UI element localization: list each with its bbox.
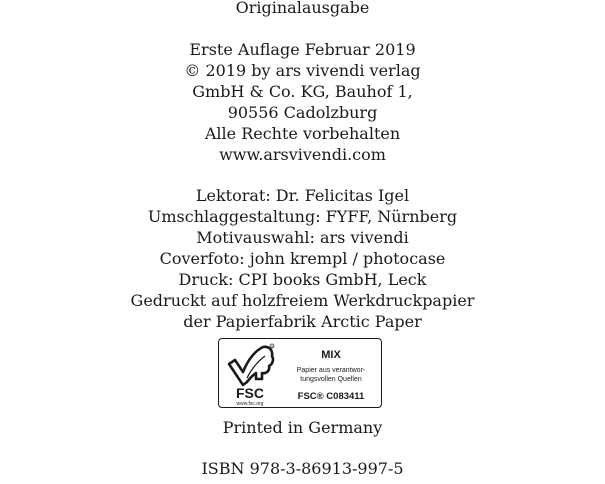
credit-printer: Druck: CPI books GmbH, Leck — [178, 270, 427, 289]
fsc-logo-url: www.fsc.org — [236, 401, 264, 406]
credit-editor: Lektorat: Dr. Felicitas Igel — [195, 186, 410, 205]
fsc-description-line2: tungsvollen Quellen — [300, 376, 362, 383]
fsc-label — [218, 338, 382, 408]
fsc-tree-logo-icon — [223, 342, 277, 406]
publisher-line-copyright: © 2019 by ars vivendi verlag — [184, 61, 421, 80]
publisher-website: www.arsvivendi.com — [219, 145, 386, 164]
fsc-description — [281, 366, 381, 384]
credit-motif-selection: Motivauswahl: ars vivendi — [196, 228, 409, 247]
printed-in: Printed in Germany — [222, 418, 383, 437]
isbn: ISBN 978-3-86913-997-5 — [201, 459, 404, 478]
credit-cover-design: Umschlaggestaltung: FYFF, Nürnberg — [147, 207, 458, 226]
fsc-description-line1: Papier aus verantwor- — [296, 367, 366, 374]
fsc-logo-text: FSC — [236, 385, 264, 401]
fsc-category: MIX — [321, 349, 341, 361]
fsc-license-code: FSC® C083411 — [297, 391, 365, 402]
publisher-line-edition-date: Erste Auflage Februar 2019 — [189, 40, 416, 59]
publisher-line-city: 90556 Cadolzburg — [227, 103, 378, 122]
svg-text:R: R — [271, 344, 274, 349]
credit-cover-photo: Coverfoto: john krempl / photocase — [159, 249, 446, 268]
edition-label: Originalausgabe — [235, 0, 370, 17]
credit-paper-line2: der Papierfabrik Arctic Paper — [183, 312, 422, 331]
publisher-line-company: GmbH & Co. KG, Bauhof 1, — [192, 82, 413, 101]
publisher-line-rights: Alle Rechte vorbehalten — [204, 124, 401, 143]
credit-paper-line1: Gedruckt auf holzfreiem Werkdruckpapier — [130, 291, 475, 310]
